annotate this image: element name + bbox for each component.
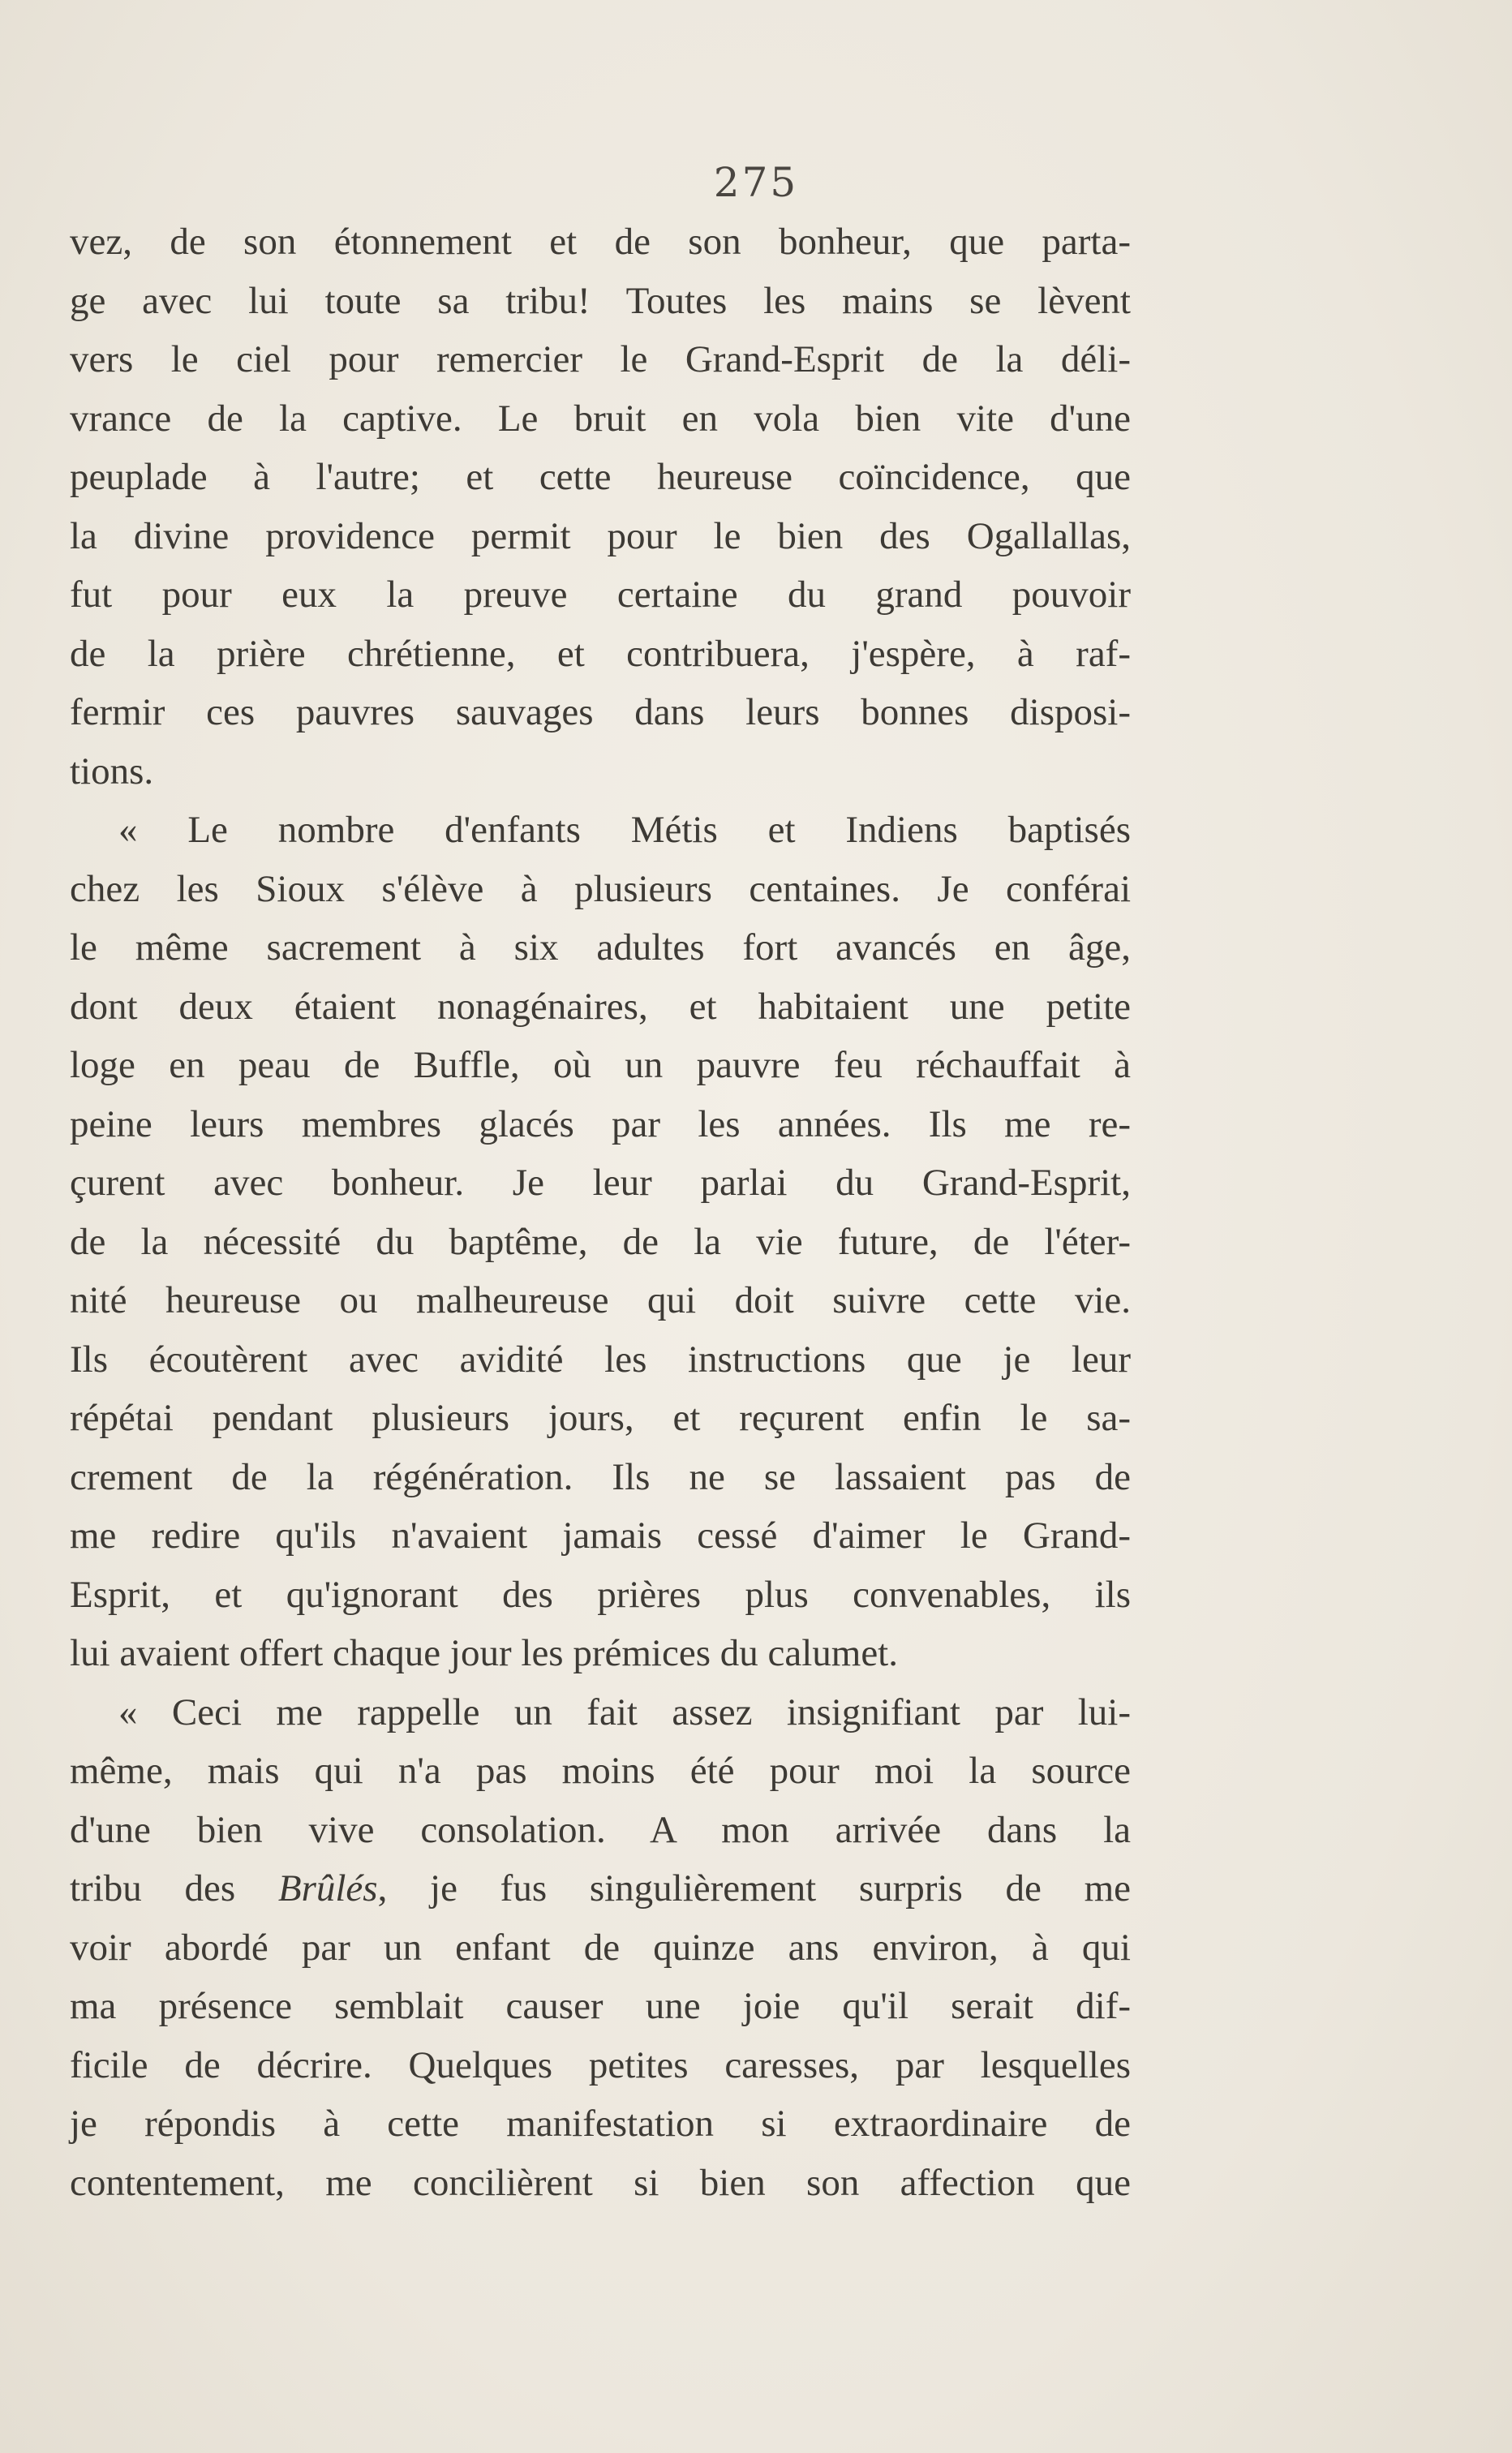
text-line: vez, de son étonnement et de son bonheur, que parta- <box>70 221 1131 263</box>
text-line: me redire qu'ils n'avaient jamais cessé d'aimer le Grand- <box>70 1514 1131 1557</box>
italic-term: Brûlés <box>277 1867 378 1910</box>
text-segment: tribu des <box>70 1867 278 1910</box>
text-line: loge en peau de Buffle, où un pauvre feu réchauffait à <box>70 1044 1131 1086</box>
text-line: de la nécessité du baptême, de la vie future, de l'éter- <box>70 1220 1131 1263</box>
text-segment: , je fus singulièrement surpris de me <box>377 1867 1132 1910</box>
text-line: peine leurs membres glacés par les années. Ils me re- <box>70 1102 1131 1145</box>
text-line: chez les Sioux s'élève à plusieurs centaines. Je conférai <box>70 867 1131 910</box>
text-line: répétai pendant plusieurs jours, et reçurent enfin le sa- <box>70 1397 1131 1439</box>
body-text <box>70 213 1131 2212</box>
text-line: lui avaient offert chaque jour les prémices du calumet. <box>70 1632 898 1674</box>
text-line: vers le ciel pour remercier le Grand-Esprit de la déli- <box>70 338 1131 380</box>
text-line: fermir ces pauvres sauvages dans leurs bonnes disposi- <box>70 691 1131 733</box>
text-line: de la prière chrétienne, et contribuera, j'espère, à raf- <box>70 632 1131 675</box>
text-line: peuplade à l'autre; et cette heureuse coïncidence, que <box>70 456 1131 498</box>
text-line: vrance de la captive. Le bruit en vola bien vite d'une <box>70 397 1131 440</box>
text-line: ge avec lui toute sa tribu! Toutes les mains se lèvent <box>70 279 1131 322</box>
text-line: « Ceci me rappelle un fait assez insignifiant par lui- <box>118 1690 1131 1733</box>
text-line: même, mais qui n'a pas moins été pour moi la source <box>70 1750 1131 1792</box>
text-line: contentement, me concilièrent si bien son affection que <box>70 2161 1131 2204</box>
page-number: 275 <box>713 159 799 206</box>
text-line <box>70 1859 1131 1918</box>
text-line: je répondis à cette manifestation si extraordinaire de <box>70 2103 1131 2145</box>
text-line: Ils écoutèrent avec avidité les instructions que je leur <box>70 1338 1131 1381</box>
text-line: çurent avec bonheur. Je leur parlai du Grand-Esprit, <box>70 1162 1131 1204</box>
text-line: voir abordé par un enfant de quinze ans environ, à qui <box>70 1926 1131 1969</box>
text-line: le même sacrement à six adultes fort avancés en âge, <box>70 926 1131 969</box>
text-line: tions. <box>70 750 154 793</box>
text-line: « Le nombre d'enfants Métis et Indiens baptisés <box>118 809 1131 851</box>
text-line: d'une bien vive consolation. A mon arrivée dans la <box>70 1808 1131 1851</box>
text-line: nité heureuse ou malheureuse qui doit suivre cette vie. <box>70 1279 1131 1321</box>
text-line: Esprit, et qu'ignorant des prières plus convenables, ils <box>70 1573 1131 1616</box>
text-line: fut pour eux la preuve certaine du grand pouvoir <box>70 574 1131 616</box>
text-line: dont deux étaient nonagénaires, et habitaient une petite <box>70 985 1131 1028</box>
text-line: ma présence semblait causer une joie qu'il serait dif- <box>70 1985 1131 2027</box>
text-line: ficile de décrire. Quelques petites caresses, par lesquelles <box>70 2043 1131 2086</box>
text-line: la divine providence permit pour le bien des Ogallallas, <box>70 514 1131 557</box>
text-line: crement de la régénération. Ils ne se lassaient pas de <box>70 1455 1131 1498</box>
